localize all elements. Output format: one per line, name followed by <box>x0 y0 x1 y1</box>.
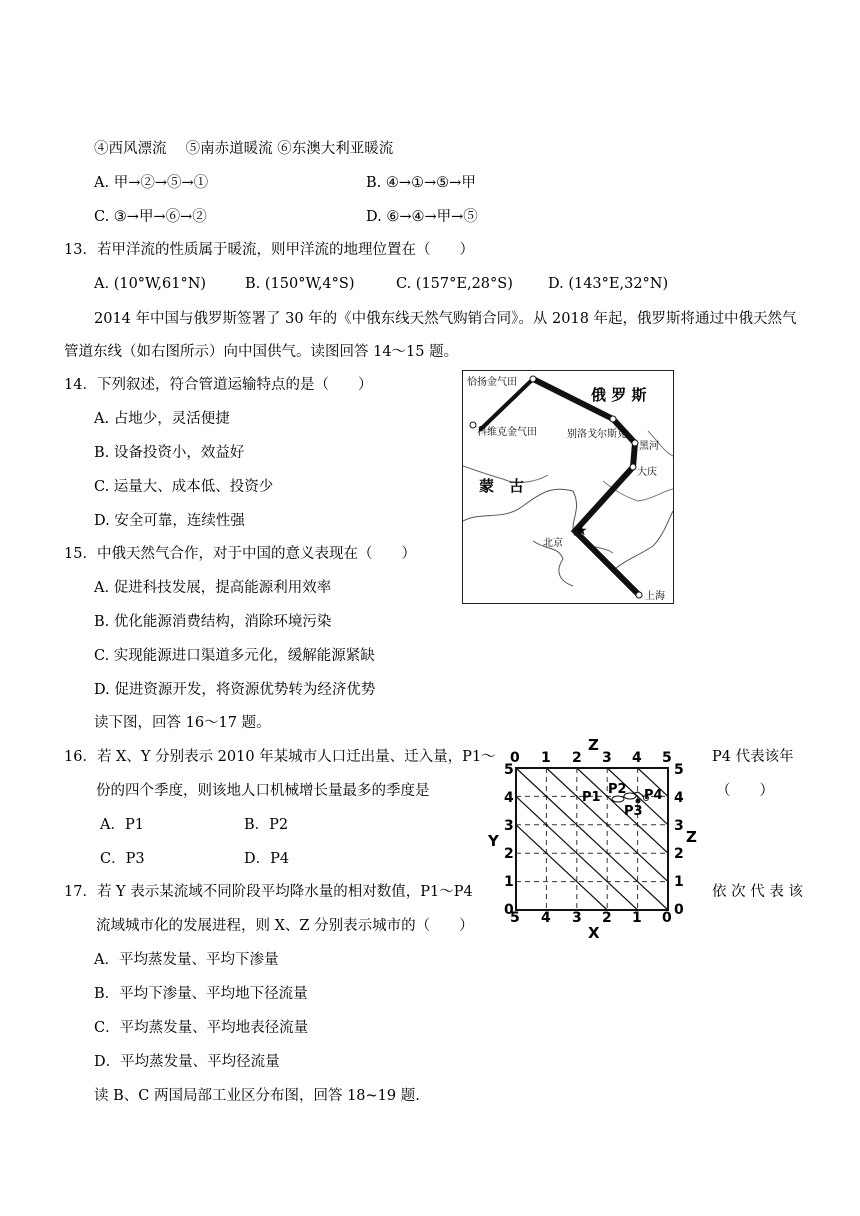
q13-option-c: C. (157°E,28°S) <box>396 276 513 292</box>
map-label-field-1: 恰扬金气田 <box>467 377 517 388</box>
point-p2: P2 <box>608 782 627 797</box>
map-label-field-2: 科维克金气田 <box>477 427 537 438</box>
q17-option-b: B．平均下渗量、平均地下径流量 <box>94 986 308 1002</box>
map-label-city-7: 上海 <box>645 591 665 602</box>
top-tick: 5 <box>662 750 672 766</box>
option-a: A. 甲→②→⑤→① <box>94 175 209 191</box>
map-label-city-5: 大庆 <box>637 467 657 478</box>
map-label-mongolia: 蒙 古 <box>479 477 525 495</box>
map-label-city-6: 北京 <box>543 538 563 549</box>
question-15: 15．中俄天然气合作，对于中国的意义表现在（ ） <box>64 546 416 562</box>
q13-option-b: B. (150°W,4°S) <box>245 276 355 292</box>
bottom-tick: 5 <box>510 910 520 926</box>
axis-z-top: Z <box>588 736 599 754</box>
question-16: 16．若 X、Y 分别表示 2010 年某城市人口迁出量、迁入量，P1～ <box>64 749 496 765</box>
top-tick: 2 <box>572 750 582 766</box>
q16-option-a: A．P1 <box>100 817 144 833</box>
q16-option-d: D．P4 <box>244 851 290 867</box>
pipeline-map <box>462 370 674 604</box>
question-17-line2: 流域城市化的发展进程，则 X、Z 分别表示城市的（ ） <box>96 918 474 934</box>
point-p1: P1 <box>582 790 601 805</box>
bottom-tick: 3 <box>572 910 582 926</box>
axis-y: Y <box>488 832 499 850</box>
left-tick: 1 <box>504 874 514 890</box>
map-label-russia: 俄 罗 斯 <box>591 386 647 404</box>
left-tick: 0 <box>504 902 514 918</box>
q14-option-a: A. 占地少，灵活便捷 <box>94 411 230 427</box>
axis-x: X <box>588 924 600 942</box>
left-tick: 4 <box>504 790 514 806</box>
map-label-city-4: 黑河 <box>639 441 659 452</box>
right-tick: 0 <box>674 902 684 918</box>
right-tick: 5 <box>674 762 684 778</box>
right-tick: 2 <box>674 846 684 862</box>
passage-line-1: 2014 年中国与俄罗斯签署了 30 年的《中俄东线天然气购销合同》。从 2018 年起，俄罗斯将通过中俄天然气 <box>94 311 797 327</box>
question-13: 13．若甲洋流的性质属于暖流，则甲洋流的地理位置在（ ） <box>64 242 474 258</box>
q16-option-b: B．P2 <box>244 817 289 833</box>
bottom-tick: 1 <box>632 910 642 926</box>
svg-text:★: ★ <box>575 523 588 539</box>
question-16-paren: （ ） <box>716 783 774 799</box>
top-tick: 1 <box>541 750 551 766</box>
bottom-tick: 2 <box>602 910 612 926</box>
read-instruction-18-19: 读 B、C 两国局部工业区分布图，回答 18~19 题. <box>94 1088 420 1104</box>
map-label-city-3: 别洛戈尔斯克 <box>567 429 627 440</box>
question-17: 17．若 Y 表示某流域不同阶段平均降水量的相对数值，P1～P4 <box>64 884 473 900</box>
bottom-tick: 4 <box>541 910 551 926</box>
right-tick: 4 <box>674 790 684 806</box>
q15-option-d: D. 促进资源开发，将资源优势转为经济优势 <box>94 682 376 698</box>
xyz-grid-diagram <box>488 736 700 944</box>
q15-option-a: A. 促进科技发展，提高能源利用效率 <box>94 580 332 596</box>
left-tick: 3 <box>504 818 514 834</box>
q14-option-b: B. 设备投资小，效益好 <box>94 445 245 461</box>
passage-line-2: 管道东线（如右图所示）向中国供气。读图回答 14～15 题。 <box>64 344 459 360</box>
q17-option-c: C．平均蒸发量、平均地表径流量 <box>94 1020 309 1036</box>
q14-option-c: C. 运量大、成本低、投资少 <box>94 479 274 495</box>
point-p3: P3 <box>624 804 643 819</box>
top-tick: 3 <box>602 750 612 766</box>
q13-option-d: D. (143°E,32°N) <box>548 276 669 292</box>
q15-option-b: B. 优化能源消费结构，消除环境污染 <box>94 614 332 630</box>
question-16-line2: 份的四个季度，则该地人口机械增长量最多的季度是 <box>96 783 430 799</box>
q17-option-a: A．平均蒸发量、平均下渗量 <box>94 952 279 968</box>
top-tick: 0 <box>510 750 520 766</box>
right-tick: 1 <box>674 874 684 890</box>
q13-option-a: A. (10°W,61°N) <box>94 276 207 292</box>
option-line: ④西风漂流 ⑤南赤道暖流 ⑥东澳大利亚暖流 <box>94 141 394 157</box>
q15-option-c: C. 实现能源进口渠道多元化，缓解能源紧缺 <box>94 648 375 664</box>
option-c: C. ③→甲→⑥→② <box>94 209 207 225</box>
top-tick: 4 <box>632 750 642 766</box>
right-tick: 3 <box>674 818 684 834</box>
question-16-tail: P4 代表该年 <box>712 749 794 765</box>
option-b: B. ④→①→⑤→甲 <box>366 175 476 191</box>
question-17-tail: 依 次 代 表 该 <box>712 884 803 900</box>
q17-option-d: D．平均蒸发量、平均径流量 <box>94 1054 280 1070</box>
bottom-tick: 0 <box>662 910 672 926</box>
q16-option-c: C．P3 <box>100 851 145 867</box>
left-tick: 5 <box>504 762 514 778</box>
point-p4: P4 <box>644 788 663 803</box>
left-tick: 2 <box>504 846 514 862</box>
option-d: D. ⑥→④→甲→⑤ <box>366 209 478 225</box>
question-14: 14．下列叙述，符合管道运输特点的是（ ） <box>64 377 373 393</box>
read-instruction-16-17: 读下图，回答 16～17 题。 <box>94 715 271 731</box>
q14-option-d: D. 安全可靠，连续性强 <box>94 513 245 529</box>
axis-z-right: Z <box>686 828 697 846</box>
